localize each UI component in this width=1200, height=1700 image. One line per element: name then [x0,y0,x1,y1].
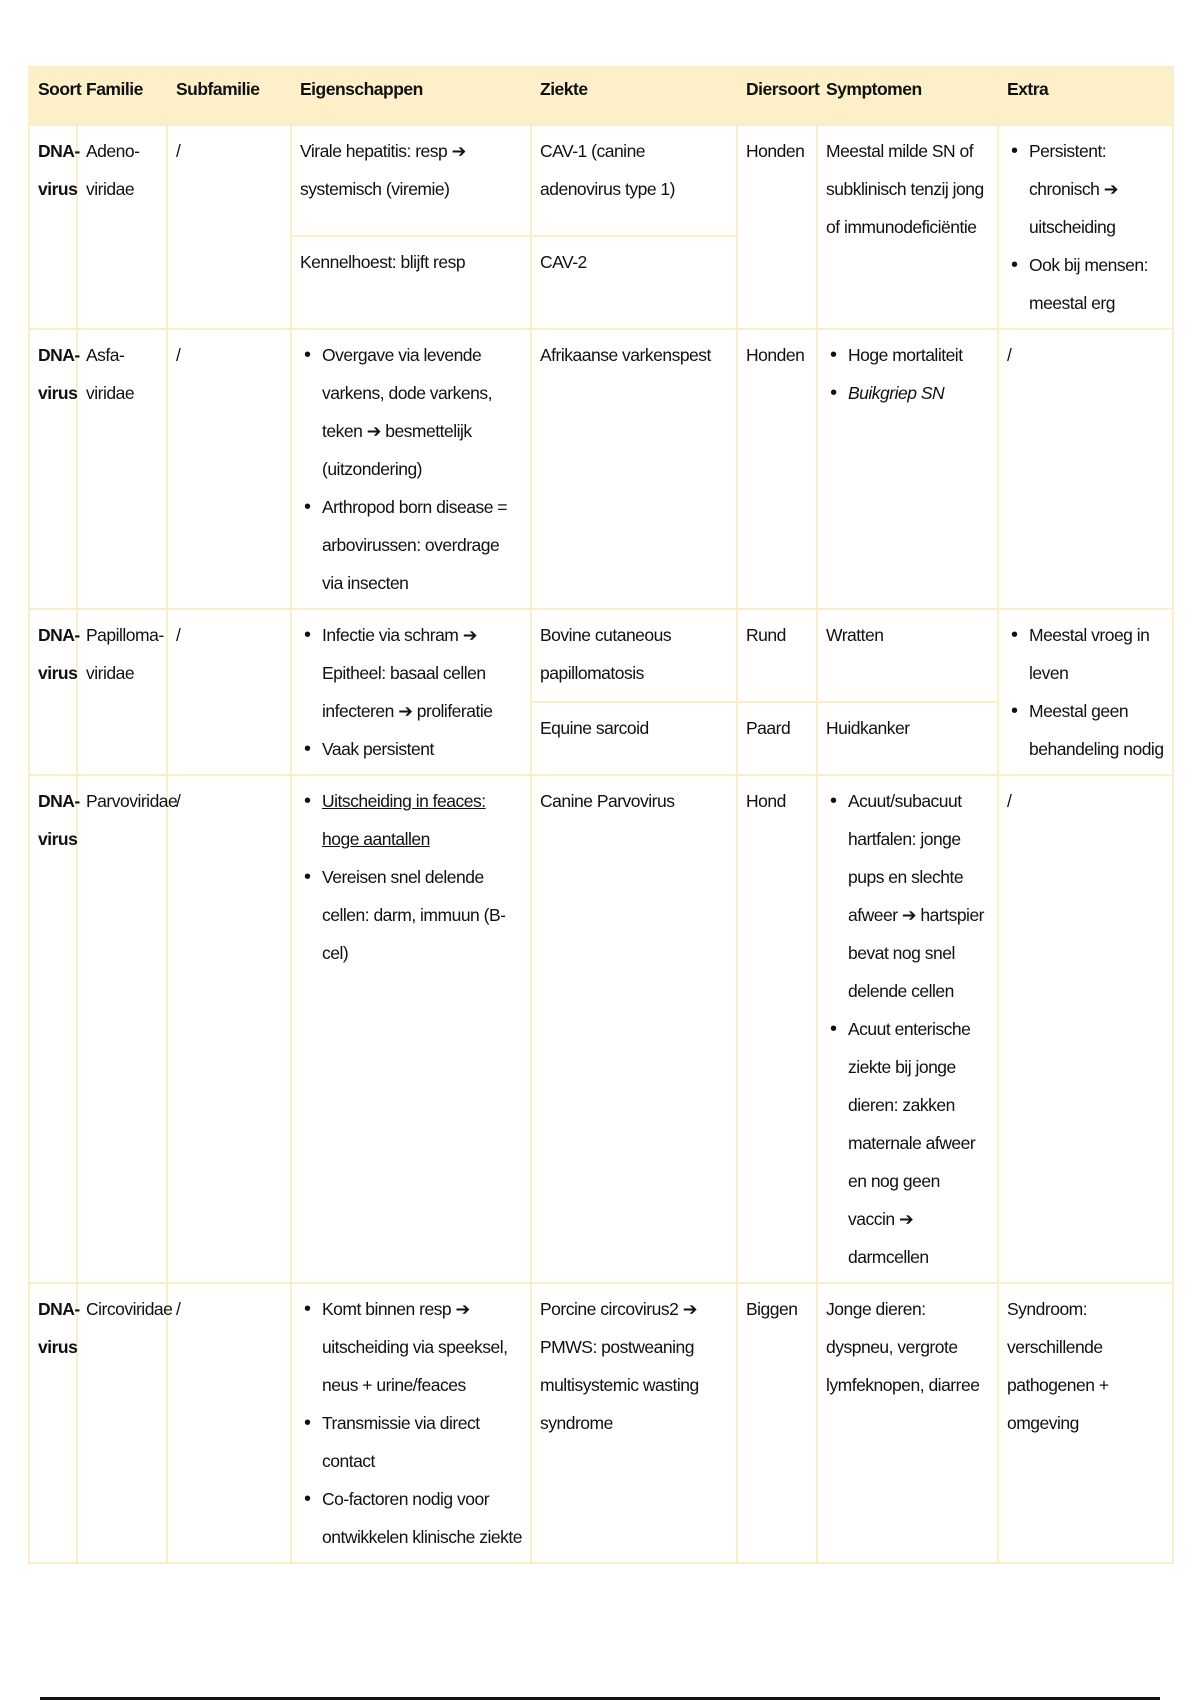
list-item: • Transmissie via direct contact [322,1404,522,1480]
cell-symptomen: Jonge dieren: dyspneu, vergrote lymfeknopen, diarree [817,1283,998,1563]
cell-extra: / [998,329,1173,609]
arrow-icon: ➔ [901,905,917,925]
cell-eigenschappen: Kennelhoest: blijft resp [291,236,531,329]
header-extra: Extra [998,67,1173,125]
cell-extra [998,125,1173,329]
cell-ziekte: CAV-2 [531,236,737,329]
list-item: • Komt binnen resp ➔ uitscheiding via speeksel, neus + urine/feaces [322,1290,522,1404]
cell-soort: DNA-virus [29,775,77,1283]
cell-symptomen: Wratten [817,609,998,702]
cell-diersoort: Rund [737,609,817,702]
header-ziekte: Ziekte [531,67,737,125]
table-row-papilloma [29,609,1173,702]
cell-ziekte: Afrikaanse varkenspest [531,329,737,609]
cell-subfamilie: / [167,1283,291,1563]
header-soort: Soort [29,67,77,125]
cell-subfamilie: / [167,125,291,329]
arrow-icon: ➔ [398,701,413,721]
cell-ziekte: Bovine cutaneous papillomatosis [531,609,737,702]
bullet-list [300,616,522,768]
bullet-list [1007,132,1164,322]
header-diersoort: Diersoort [737,67,817,125]
table-row-parvo [29,775,1173,1283]
cell-diersoort: Paard [737,702,817,775]
cell-familie: Papilloma-viridae [77,609,167,775]
arrow-icon: ➔ [455,1299,470,1319]
cell-diersoort: Biggen [737,1283,817,1563]
list-item: • Vaak persistent [322,730,522,768]
header-eigenschappen: Eigenschappen [291,67,531,125]
cell-extra [998,609,1173,775]
cell-familie: Adeno-viridae [77,125,167,329]
cell-subfamilie: / [167,329,291,609]
list-item: • Co-factoren nodig voor ontwikkelen klinische ziekte [322,1480,522,1556]
cell-familie: Asfa-viridae [77,329,167,609]
list-item: • Infectie via schram ➔ Epitheel: basaal cellen infecteren ➔ proliferatie [322,616,522,730]
bullet-list [300,336,522,602]
bullet-list [826,336,989,412]
table-row-asfa [29,329,1173,609]
list-item: • Persistent: chronisch ➔ uitscheiding [1029,132,1164,246]
list-item: • Acuut enterische ziekte bij jonge dieren: zakken maternale afweer en nog geen vaccin ➔ darmcellen [848,1010,989,1276]
list-item: • Overgave via levende varkens, dode varkens, teken ➔ besmettelijk (uitzondering) [322,336,522,488]
header-row [29,67,1173,125]
cell-eigenschappen [291,1283,531,1563]
list-item: • Uitscheiding in feaces: hoge aantallen [322,782,522,858]
cell-eigenschappen [291,775,531,1283]
cell-diersoort: Honden [737,329,817,609]
table-row-circo [29,1283,1173,1563]
list-item: • Acuut/subacuut hartfalen: jonge pups en slechte afweer ➔ hartspier bevat nog snel delende cellen [848,782,989,1010]
cell-symptomen: Meestal milde SN of subklinisch tenzij jong of immunodeficiëntie [817,125,998,329]
cell-extra: / [998,775,1173,1283]
cell-familie: Circoviridae [77,1283,167,1563]
cell-symptomen [817,775,998,1283]
bullet-list [300,782,522,972]
cell-symptomen: Huidkanker [817,702,998,775]
cell-extra: Syndroom: verschillende pathogenen + omgeving [998,1283,1173,1563]
list-item: • Hoge mortaliteit [848,336,989,374]
bullet-list [1007,616,1164,768]
list-item: • Buikgriep SN [848,374,989,412]
cell-symptomen [817,329,998,609]
cell-soort: DNA-virus [29,125,77,329]
arrow-icon: ➔ [366,421,381,441]
cell-familie: Parvoviridae [77,775,167,1283]
document-sheet [28,66,1172,1564]
header-subfamilie: Subfamilie [167,67,291,125]
cell-subfamilie: / [167,775,291,1283]
arrow-icon: ➔ [898,1209,914,1229]
cell-diersoort: Honden [737,125,817,329]
list-item: • Meestal geen behandeling nodig [1029,692,1164,768]
table-header [29,67,1173,125]
header-familie: Familie [77,67,167,125]
arrow-icon: ➔ [1103,179,1118,199]
cell-soort: DNA-virus [29,609,77,775]
table-row-adeno [29,125,1173,236]
list-item: • Ook bij mensen: meestal erg [1029,246,1164,322]
cell-soort: DNA-virus [29,329,77,609]
cell-ziekte: Equine sarcoid [531,702,737,775]
cell-ziekte: Canine Parvovirus [531,775,737,1283]
cell-ziekte: Porcine circovirus2 ➔ PMWS: postweaning multisystemic wasting syndrome [531,1283,737,1563]
bullet-list [826,782,989,1276]
cell-ziekte: CAV-1 (canine adenovirus type 1) [531,125,737,236]
cell-eigenschappen [291,609,531,775]
list-item: • Vereisen snel delende cellen: darm, immuun (B-cel) [322,858,522,972]
list-item: • Arthropod born disease = arbovirussen: overdrage via insecten [322,488,522,602]
arrow-icon: ➔ [451,141,466,161]
cell-eigenschappen: Virale hepatitis: resp ➔ systemisch (viremie) [291,125,531,236]
arrow-icon: ➔ [682,1299,697,1319]
cell-soort: DNA-virus [29,1283,77,1563]
bullet-list [300,1290,522,1556]
cell-subfamilie: / [167,609,291,775]
arrow-icon: ➔ [462,625,477,645]
cell-diersoort: Hond [737,775,817,1283]
cell-eigenschappen [291,329,531,609]
list-item: • Meestal vroeg in leven [1029,616,1164,692]
header-symptomen: Symptomen [817,67,998,125]
virus-table [28,66,1174,1564]
